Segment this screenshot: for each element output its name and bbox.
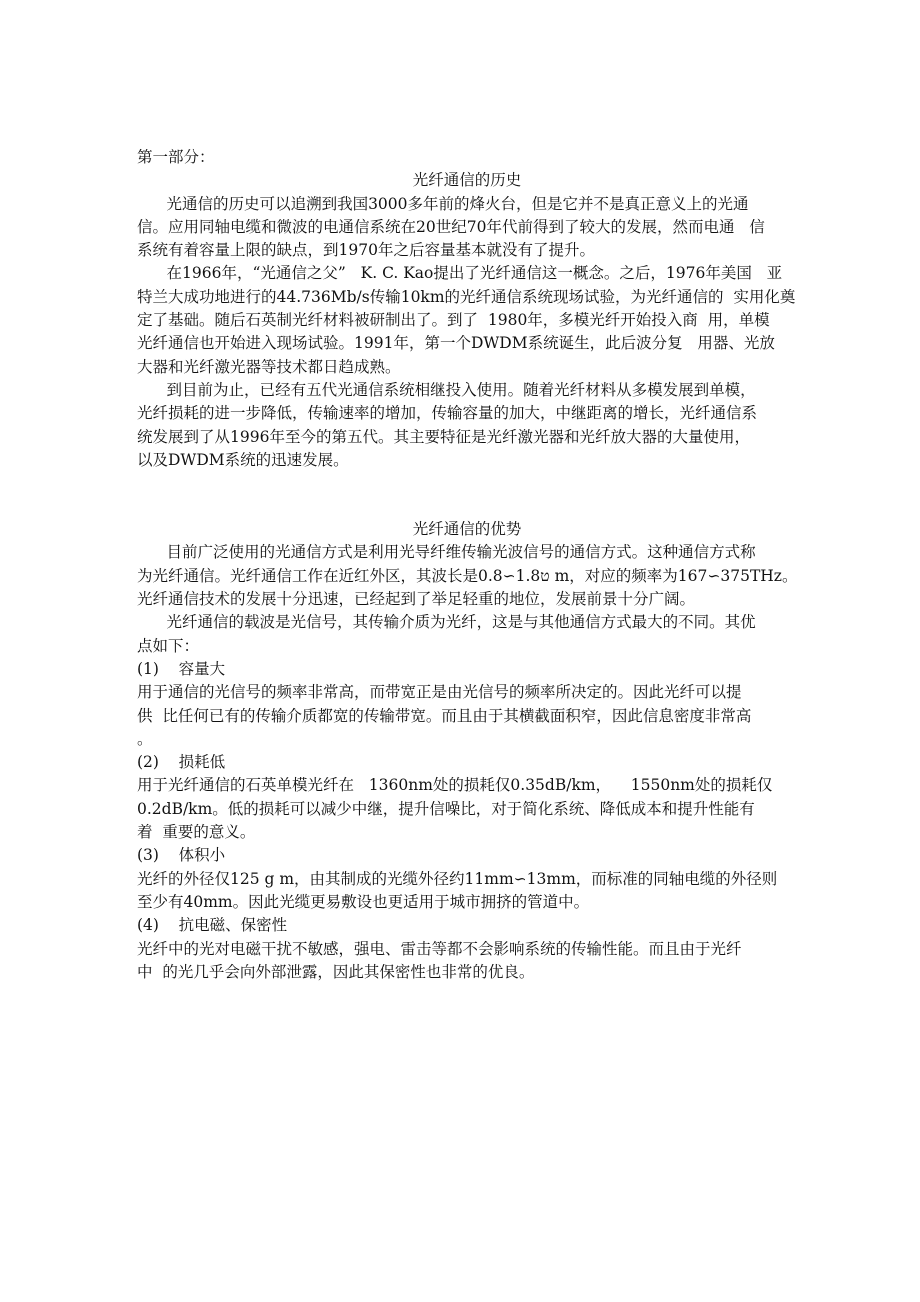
part-label: 第一部分：	[137, 148, 215, 166]
advantages-paragraph-2	[137, 611, 797, 658]
text-line: 目前广泛使用的光通信方式是利用光导纤维传输光波信号的通信方式。这种通信方式称	[137, 543, 756, 562]
text-line: 点如下：	[137, 636, 200, 655]
text-line: 。	[137, 729, 153, 748]
item-heading: (4) 抗电磁、保密性	[137, 916, 288, 935]
text-line: 光纤通信技术的发展十分迅速，已经起到了举足轻重的地位，发展前景十分广阔。	[137, 590, 696, 609]
text-line: 到目前为止，已经有五代光通信系统相继投入使用。随着光纤材料从多模发展到单模，	[137, 380, 756, 399]
text-line: 0.2dB/km。低的损耗可以减少中继，提升信噪比，对于简化系统、降低成本和提升性能有	[137, 799, 755, 818]
item-heading: (2) 损耗低	[137, 753, 226, 772]
text-line: 在1966年，“光通信之父” K. C. Kao提出了光纤通信这一概念。之后，1976年美国 亚	[137, 264, 783, 283]
advantage-item-small-size	[137, 844, 797, 914]
advantage-item-low-loss	[137, 751, 797, 844]
text-line: 供 比任何已有的传输介质都宽的传输带宽。而且由于其横截面积窄，因此信息密度非常高	[137, 706, 752, 725]
advantage-item-emi-security	[137, 914, 797, 984]
history-paragraph-3	[137, 379, 797, 472]
text-line: 特兰大成功地进行的44.736Mb/s传输10km的光纤通信系统现场试验，为光纤通信的 实用化奠	[137, 287, 796, 306]
text-line: 光纤通信也开始进入现场试验。1991年，第一个DWDM系统诞生，此后波分复 用器、光放	[137, 334, 775, 353]
history-title: 光纤通信的历史	[412, 171, 522, 190]
text-line: 光纤通信的载波是光信号，其传输介质为光纤，这是与其他通信方式最大的不同。其优	[137, 613, 756, 632]
text-line: 至少有40mm。因此光缆更易敷设也更适用于城市拥挤的管道中。	[137, 892, 590, 911]
text-line: 光纤损耗的进一步降低，传输速率的增加，传输容量的加大，中继距离的增长，光纤通信系	[137, 404, 758, 423]
section-gap	[137, 472, 797, 518]
text-line: 光纤中的光对电磁干扰不敏感，强电、雷击等都不会影响系统的传输性能。而且由于光纤	[137, 939, 742, 958]
text-line: 中 的光几乎会向外部泄露，因此其保密性也非常的优良。	[137, 962, 535, 981]
item-heading: (3) 体积小	[137, 846, 226, 865]
advantages-paragraph-1	[137, 541, 797, 611]
text-line: 光纤的外径仅125 g m，由其制成的光缆外径约11mm∽13mm，而标准的同轴电缆的外径则	[137, 869, 778, 888]
item-heading: (1) 容量大	[137, 659, 226, 678]
text-line: 用于光纤通信的石英单模光纤在 1360nm处的损耗仅0.35dB/km， 1550nm处的损耗仅	[137, 776, 773, 795]
document-page	[137, 146, 797, 984]
history-paragraph-1	[137, 193, 797, 263]
text-line: 大器和光纤激光器等技术都日趋成熟。	[137, 357, 401, 376]
text-line: 统发展到了从1996年至今的第五代。其主要特征是光纤激光器和光纤放大器的大量使用，	[137, 427, 750, 446]
text-line: 着 重要的意义。	[137, 823, 256, 842]
text-line: 为光纤通信。光纤通信工作在近红外区，其波长是0.8∽1.8ט m，对应的频率为167∽375THz。	[137, 566, 798, 585]
text-line: 定了基础。随后石英制光纤材料被研制出了。到了 1980年，多模光纤开始投入商 用，单模	[137, 311, 770, 330]
text-line: 光通信的历史可以追溯到我国3000多年前的烽火台，但是它并不是真正意义上的光通	[137, 194, 749, 213]
text-line: 信。应用同轴电缆和微波的电通信系统在20世纪70年代前得到了较大的发展，然而电通 信	[137, 217, 765, 236]
advantages-title: 光纤通信的优势	[412, 520, 522, 539]
text-line: 以及DWDM系统的迅速发展。	[137, 450, 349, 469]
text-line: 用于通信的光信号的频率非常高，而带宽正是由光信号的频率所决定的。因此光纤可以提	[137, 683, 742, 702]
advantage-item-capacity	[137, 658, 797, 751]
text-line: 系统有着容量上限的缺点，到1970年之后容量基本就没有了提升。	[137, 241, 595, 260]
history-paragraph-2	[137, 262, 797, 378]
